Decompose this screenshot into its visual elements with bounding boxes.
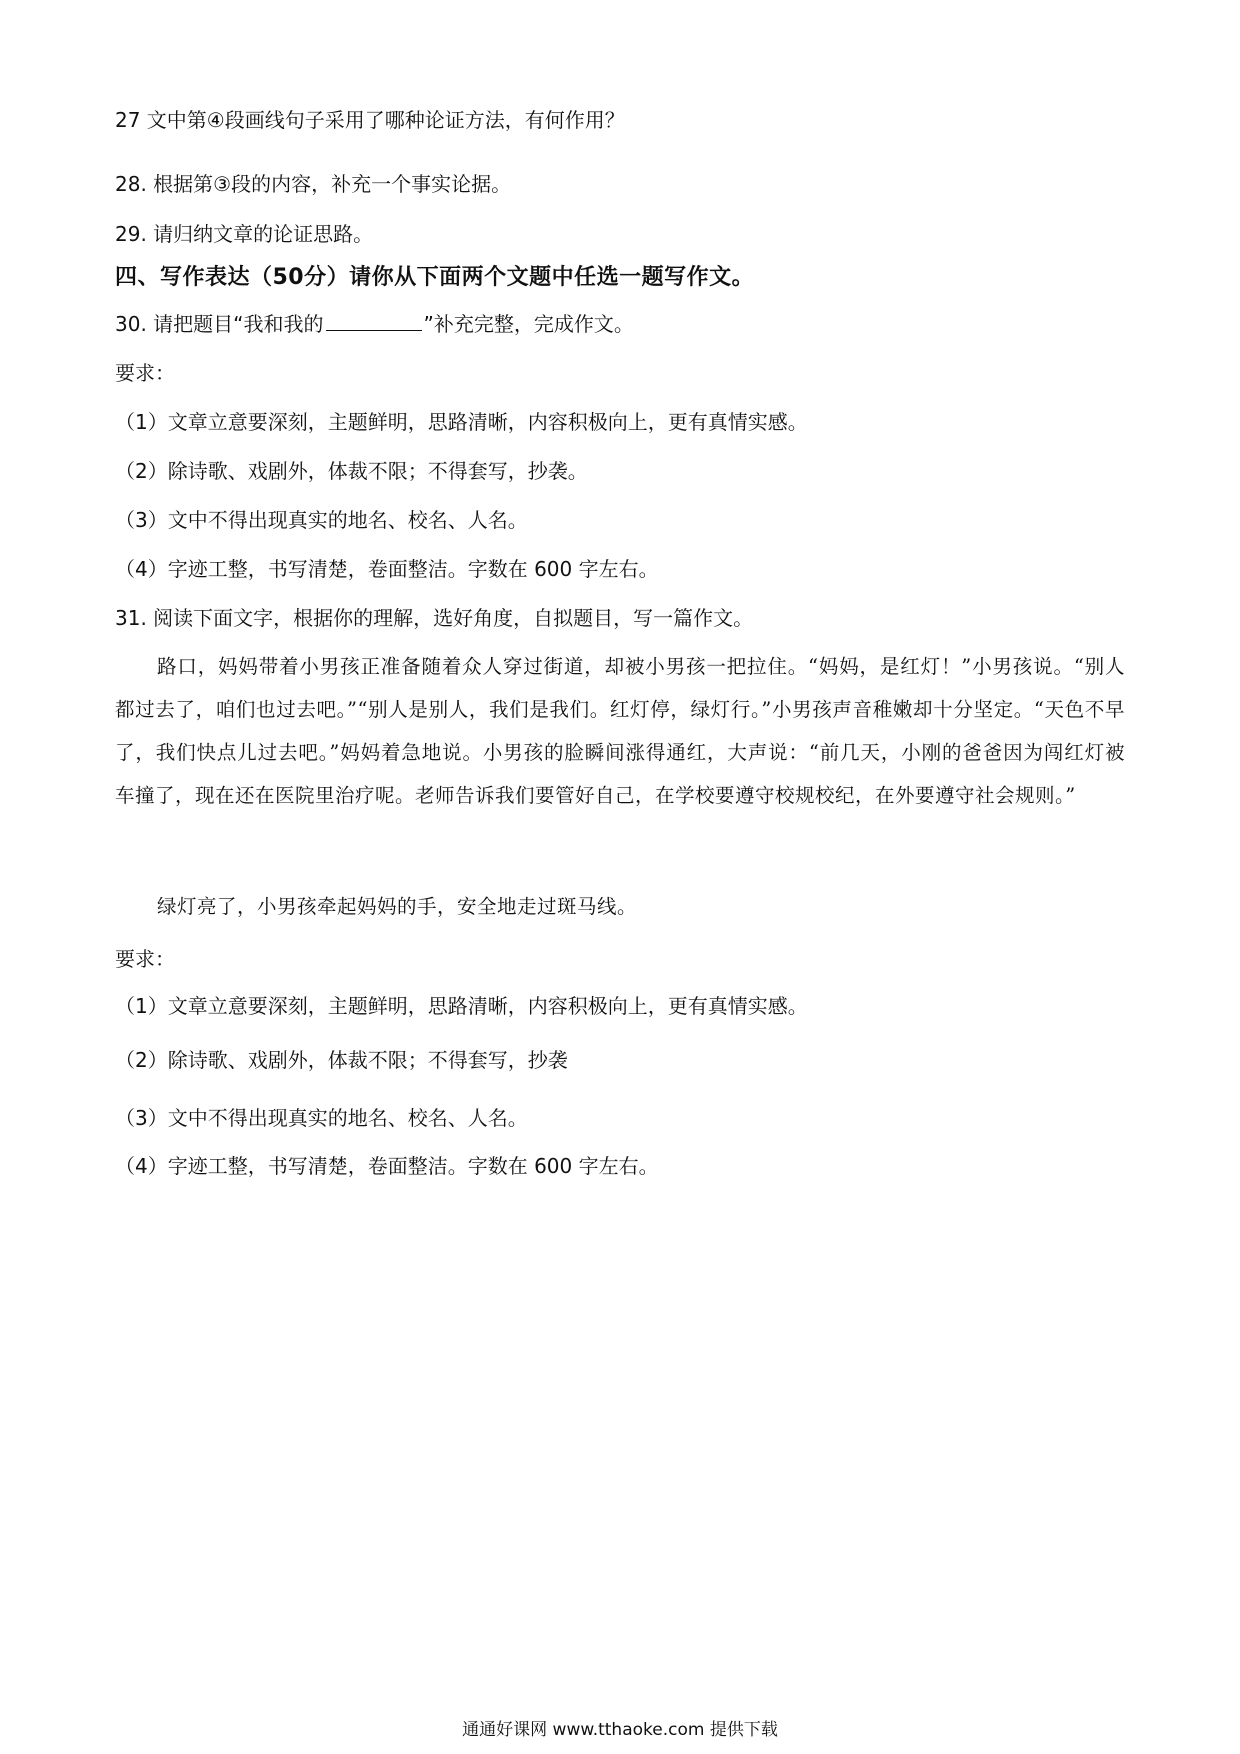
question-28: 28. 根据第③段的内容，补充一个事实论据。 (115, 172, 512, 196)
title-blank (326, 310, 422, 331)
q30-requirements-label: 要求： (115, 361, 175, 385)
q31-requirement-3: （3）文中不得出现真实的地名、校名、人名。 (115, 1106, 528, 1130)
reading-passage-ending: 绿灯亮了，小男孩牵起妈妈的手，安全地走过斑马线。 (157, 895, 638, 918)
section-heading: 四、写作表达（50分）请你从下面两个文题中任选一题写作文。 (115, 265, 755, 290)
q31-requirement-2: （2）除诗歌、戏剧外，体裁不限；不得套写，抄袭 (115, 1048, 568, 1072)
q31-requirement-4: （4）字迹工整，书写清楚，卷面整洁。字数在 600 字左右。 (115, 1154, 659, 1178)
question-29: 29. 请归纳文章的论证思路。 (115, 222, 374, 246)
q31-requirements-label: 要求： (115, 947, 175, 971)
q30-requirement-2: （2）除诗歌、戏剧外，体裁不限；不得套写，抄袭。 (115, 459, 588, 483)
question-31-prompt: 31. 阅读下面文字，根据你的理解，选好角度，自拟题目，写一篇作文。 (115, 606, 754, 630)
reading-passage: 路口，妈妈带着小男孩正准备随着众人穿过街道，却被小男孩一把拉住。“妈妈，是红灯！”小男孩说。“别人都过去了，咱们也过去吧。”“别人是别人，我们是我们。红灯停，绿灯行。”小男孩声音稚嫩却十分坚定。“天色不早了，我们快点儿过去吧。”妈妈着急地说。小男孩的脸瞬间涨得通红，大声说：“前几天，小刚的爸爸因为闯红灯被车撞了，现在还在医院里治疗呢。老师告诉我们要管好自己，在学校要遵守校规校纪，在外要遵守社会规则。” (115, 655, 1125, 807)
q30-requirement-3: （3）文中不得出现真实的地名、校名、人名。 (115, 508, 528, 532)
footer-watermark: 通通好课网 www.tthaoke.com 提供下载 (462, 1720, 778, 1740)
question-30-prompt-after: ”补充完整，完成作文。 (423, 312, 634, 336)
q30-requirement-1: （1）文章立意要深刻，主题鲜明，思路清晰，内容积极向上，更有真情实感。 (115, 410, 808, 434)
question-30-prompt-before: 30. 请把题目“我和我的 (115, 312, 324, 336)
question-30-prompt (115, 310, 634, 338)
question-27: 27 文中第④段画线句子采用了哪种论证方法，有何作用？ (115, 108, 625, 132)
q30-requirement-4: （4）字迹工整，书写清楚，卷面整洁。字数在 600 字左右。 (115, 557, 659, 581)
q31-requirement-1: （1）文章立意要深刻，主题鲜明，思路清晰，内容积极向上，更有真情实感。 (115, 994, 808, 1018)
